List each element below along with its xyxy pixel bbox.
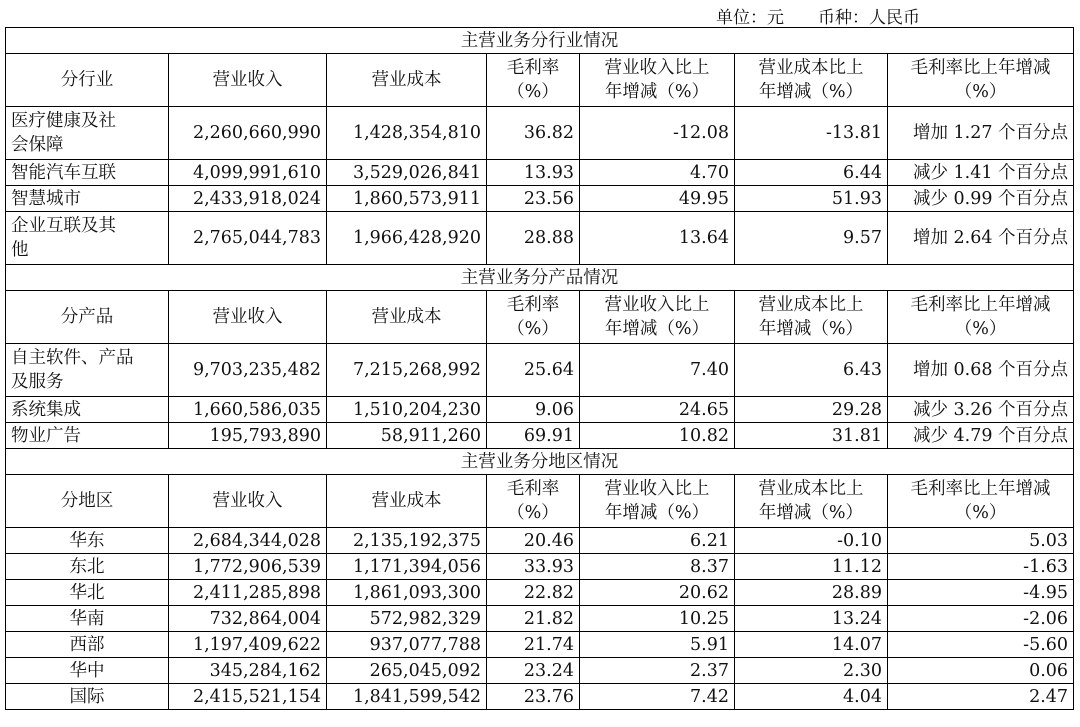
value-cell: 9.57 bbox=[735, 212, 888, 265]
value-cell: 8.37 bbox=[580, 554, 735, 580]
value-cell: 28.89 bbox=[735, 580, 888, 606]
value-cell: 2.37 bbox=[580, 658, 735, 684]
value-cell: 1,860,573,911 bbox=[327, 186, 487, 212]
main-business-table bbox=[5, 27, 1074, 710]
value-cell: 1,966,428,920 bbox=[327, 212, 487, 265]
value-cell: 345,284,162 bbox=[169, 658, 327, 684]
gross-margin-change-cell: 5.03 bbox=[888, 528, 1074, 554]
gross-margin-change-cell: 减少 0.99 个百分点 bbox=[888, 186, 1074, 212]
row-label: 自主软件、产品 及服务 bbox=[6, 344, 169, 397]
value-cell: 1,510,204,230 bbox=[327, 397, 487, 423]
table-row bbox=[6, 684, 1074, 710]
column-header: 营业收入比上 年增减（%） bbox=[580, 291, 735, 344]
value-cell: 265,045,092 bbox=[327, 658, 487, 684]
industry-section-title: 主营业务分行业情况 bbox=[6, 28, 1074, 54]
value-cell: 732,864,004 bbox=[169, 606, 327, 632]
table-row bbox=[6, 580, 1074, 606]
product-section-title: 主营业务分产品情况 bbox=[6, 265, 1074, 291]
table-row bbox=[6, 186, 1074, 212]
value-cell: 23.24 bbox=[487, 658, 580, 684]
row-label: 华中 bbox=[6, 658, 169, 684]
table-row bbox=[6, 423, 1074, 449]
column-header: 营业收入 bbox=[169, 291, 327, 344]
currency-label: 币种：人民币 bbox=[818, 8, 920, 28]
value-cell: 937,077,788 bbox=[327, 632, 487, 658]
value-cell: 10.25 bbox=[580, 606, 735, 632]
value-cell: 49.95 bbox=[580, 186, 735, 212]
column-header: 营业收入 bbox=[169, 54, 327, 107]
value-cell: -12.08 bbox=[580, 107, 735, 160]
row-label: 医疗健康及社 会保障 bbox=[6, 107, 169, 160]
value-cell: 33.93 bbox=[487, 554, 580, 580]
gross-margin-change-cell: 增加 1.27 个百分点 bbox=[888, 107, 1074, 160]
table-row bbox=[6, 632, 1074, 658]
table-row bbox=[6, 160, 1074, 186]
value-cell: 6.43 bbox=[735, 344, 888, 397]
value-cell: 13.24 bbox=[735, 606, 888, 632]
value-cell: 2,411,285,898 bbox=[169, 580, 327, 606]
gross-margin-change-cell: -2.06 bbox=[888, 606, 1074, 632]
gross-margin-change-cell: 2.47 bbox=[888, 684, 1074, 710]
value-cell: 2,765,044,783 bbox=[169, 212, 327, 265]
value-cell: 7,215,268,992 bbox=[327, 344, 487, 397]
value-cell: 25.64 bbox=[487, 344, 580, 397]
row-label: 西部 bbox=[6, 632, 169, 658]
product-header-row bbox=[6, 291, 1074, 344]
value-cell: 13.64 bbox=[580, 212, 735, 265]
column-header: 毛利率 （%） bbox=[487, 54, 580, 107]
value-cell: 3,529,026,841 bbox=[327, 160, 487, 186]
value-cell: 2,415,521,154 bbox=[169, 684, 327, 710]
unit-label: 单位：元 bbox=[716, 8, 784, 28]
value-cell: 13.93 bbox=[487, 160, 580, 186]
gross-margin-change-cell: -4.95 bbox=[888, 580, 1074, 606]
table-row bbox=[6, 528, 1074, 554]
gross-margin-change-cell: -1.63 bbox=[888, 554, 1074, 580]
value-cell: 195,793,890 bbox=[169, 423, 327, 449]
column-header: 分地区 bbox=[6, 475, 169, 528]
row-label: 系统集成 bbox=[6, 397, 169, 423]
column-header: 营业成本比上 年增减（%） bbox=[735, 475, 888, 528]
value-cell: 21.82 bbox=[487, 606, 580, 632]
column-header: 营业成本 bbox=[327, 291, 487, 344]
value-cell: -13.81 bbox=[735, 107, 888, 160]
value-cell: 6.21 bbox=[580, 528, 735, 554]
value-cell: 2,135,192,375 bbox=[327, 528, 487, 554]
table-row bbox=[6, 107, 1074, 160]
column-header: 毛利率 （%） bbox=[487, 475, 580, 528]
value-cell: 31.81 bbox=[735, 423, 888, 449]
gross-margin-change-cell: 增加 2.64 个百分点 bbox=[888, 212, 1074, 265]
value-cell: 20.62 bbox=[580, 580, 735, 606]
value-cell: 2,260,660,990 bbox=[169, 107, 327, 160]
value-cell: 2,433,918,024 bbox=[169, 186, 327, 212]
value-cell: 28.88 bbox=[487, 212, 580, 265]
value-cell: 11.12 bbox=[735, 554, 888, 580]
value-cell: 1,171,394,056 bbox=[327, 554, 487, 580]
region-header-row bbox=[6, 475, 1074, 528]
column-header: 营业成本 bbox=[327, 475, 487, 528]
product-section-title-row bbox=[6, 265, 1074, 291]
value-cell: 9.06 bbox=[487, 397, 580, 423]
row-label: 物业广告 bbox=[6, 423, 169, 449]
value-cell: 23.56 bbox=[487, 186, 580, 212]
region-section-title-row bbox=[6, 449, 1074, 475]
column-header: 毛利率比上年增减 （%） bbox=[888, 291, 1074, 344]
column-header: 营业成本 bbox=[327, 54, 487, 107]
column-header: 毛利率 （%） bbox=[487, 291, 580, 344]
value-cell: 20.46 bbox=[487, 528, 580, 554]
value-cell: 22.82 bbox=[487, 580, 580, 606]
value-cell: 1,660,586,035 bbox=[169, 397, 327, 423]
gross-margin-change-cell: 增加 0.68 个百分点 bbox=[888, 344, 1074, 397]
value-cell: 23.76 bbox=[487, 684, 580, 710]
row-label: 智慧城市 bbox=[6, 186, 169, 212]
table-row bbox=[6, 344, 1074, 397]
unit-currency-line bbox=[0, 0, 1080, 27]
value-cell: 1,197,409,622 bbox=[169, 632, 327, 658]
industry-section-title-row bbox=[6, 28, 1074, 54]
column-header: 营业成本比上 年增减（%） bbox=[735, 291, 888, 344]
value-cell: 36.82 bbox=[487, 107, 580, 160]
value-cell: 7.42 bbox=[580, 684, 735, 710]
gross-margin-change-cell: 0.06 bbox=[888, 658, 1074, 684]
row-label: 企业互联及其 他 bbox=[6, 212, 169, 265]
value-cell: 1,861,093,300 bbox=[327, 580, 487, 606]
region-section-title: 主营业务分地区情况 bbox=[6, 449, 1074, 475]
column-header: 分产品 bbox=[6, 291, 169, 344]
row-label: 华北 bbox=[6, 580, 169, 606]
gross-margin-change-cell: 减少 1.41 个百分点 bbox=[888, 160, 1074, 186]
value-cell: 1,841,599,542 bbox=[327, 684, 487, 710]
gross-margin-change-cell: 减少 3.26 个百分点 bbox=[888, 397, 1074, 423]
value-cell: 69.91 bbox=[487, 423, 580, 449]
value-cell: 572,982,329 bbox=[327, 606, 487, 632]
value-cell: 24.65 bbox=[580, 397, 735, 423]
column-header: 营业成本比上 年增减（%） bbox=[735, 54, 888, 107]
value-cell: 5.91 bbox=[580, 632, 735, 658]
value-cell: 4.70 bbox=[580, 160, 735, 186]
value-cell: 7.40 bbox=[580, 344, 735, 397]
column-header: 毛利率比上年增减 （%） bbox=[888, 54, 1074, 107]
value-cell: 4.04 bbox=[735, 684, 888, 710]
gross-margin-change-cell: -5.60 bbox=[888, 632, 1074, 658]
industry-header-row bbox=[6, 54, 1074, 107]
value-cell: 51.93 bbox=[735, 186, 888, 212]
row-label: 华东 bbox=[6, 528, 169, 554]
value-cell: 1,428,354,810 bbox=[327, 107, 487, 160]
value-cell: 9,703,235,482 bbox=[169, 344, 327, 397]
value-cell: 21.74 bbox=[487, 632, 580, 658]
table-row bbox=[6, 554, 1074, 580]
column-header: 毛利率比上年增减 （%） bbox=[888, 475, 1074, 528]
table-row bbox=[6, 397, 1074, 423]
gross-margin-change-cell: 减少 4.79 个百分点 bbox=[888, 423, 1074, 449]
table-row bbox=[6, 212, 1074, 265]
value-cell: 29.28 bbox=[735, 397, 888, 423]
value-cell: 14.07 bbox=[735, 632, 888, 658]
value-cell: 58,911,260 bbox=[327, 423, 487, 449]
value-cell: 10.82 bbox=[580, 423, 735, 449]
table-row bbox=[6, 606, 1074, 632]
row-label: 华南 bbox=[6, 606, 169, 632]
column-header: 分行业 bbox=[6, 54, 169, 107]
column-header: 营业收入比上 年增减（%） bbox=[580, 475, 735, 528]
value-cell: 1,772,906,539 bbox=[169, 554, 327, 580]
value-cell: -0.10 bbox=[735, 528, 888, 554]
value-cell: 2.30 bbox=[735, 658, 888, 684]
value-cell: 4,099,991,610 bbox=[169, 160, 327, 186]
value-cell: 2,684,344,028 bbox=[169, 528, 327, 554]
column-header: 营业收入 bbox=[169, 475, 327, 528]
row-label: 东北 bbox=[6, 554, 169, 580]
value-cell: 6.44 bbox=[735, 160, 888, 186]
column-header: 营业收入比上 年增减（%） bbox=[580, 54, 735, 107]
table-row bbox=[6, 658, 1074, 684]
row-label: 智能汽车互联 bbox=[6, 160, 169, 186]
row-label: 国际 bbox=[6, 684, 169, 710]
